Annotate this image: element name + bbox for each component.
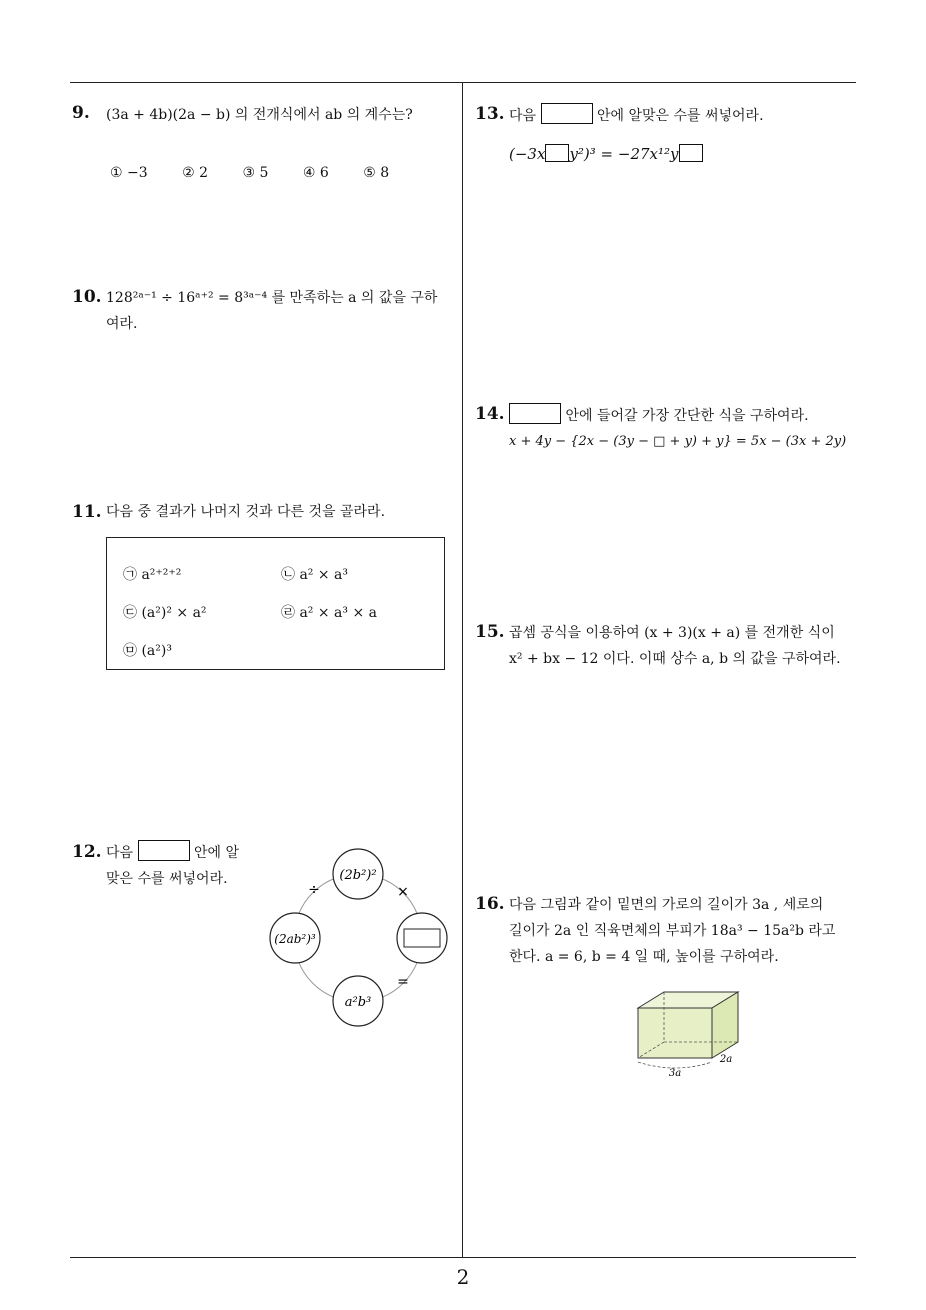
cuboid-depth-label: 2a — [719, 1054, 733, 1065]
q11-text: 다음 중 결과가 나머지 것과 다른 것을 골라라. — [106, 504, 386, 520]
q9-text: (3a + 4b)(2a − b) 의 전개식에서 ab 의 계수는? — [106, 107, 413, 123]
q12-circle-top-label: (2b²)² — [339, 868, 377, 883]
q12-op-equals: = — [397, 974, 409, 990]
q11-option-5[interactable]: ㉤ (a²)³ — [123, 643, 172, 659]
bottom-rule — [70, 1257, 856, 1258]
q12-answer-blank[interactable] — [138, 840, 190, 861]
q11-option-3[interactable]: ㉢ (a²)² × a² — [123, 605, 207, 621]
q9-choice-5[interactable]: ⑤ 8 — [363, 165, 390, 181]
q13-expr-b: y²)³ = −27x¹²y — [569, 145, 679, 163]
q13-expression — [509, 141, 703, 167]
q9-choice-1[interactable]: ① −3 — [110, 165, 148, 181]
q13-expr-blank-2[interactable] — [679, 144, 703, 162]
q11-option-2[interactable]: ㉡ a² × a³ — [281, 567, 348, 583]
q11-number: 11. — [72, 502, 102, 522]
q14-answer-blank[interactable] — [509, 403, 561, 424]
cuboid-front-face — [638, 1008, 712, 1058]
q13-answer-blank[interactable] — [541, 103, 593, 124]
q14-line1 — [509, 403, 809, 429]
q15-line1: 곱셈 공식을 이용하여 (x + 3)(x + a) 를 전개한 식이 — [509, 625, 835, 641]
q10-number: 10. — [72, 287, 102, 307]
q9-choice-3[interactable]: ③ 5 — [242, 165, 269, 181]
q13-line1 — [509, 103, 764, 129]
q12-circle-answer-blank[interactable] — [404, 929, 440, 947]
q14-equation: x + 4y − {2x − (3y − □ + y) + y} = 5x − (3x + 2y) — [509, 434, 847, 449]
q16-cuboid-figure — [626, 990, 756, 1080]
q12-circle-bottom-label: a²b³ — [344, 995, 372, 1010]
top-rule — [70, 82, 856, 83]
q12-op-divide: ÷ — [308, 882, 320, 898]
q16-line1: 다음 그림과 같이 밑면의 가로의 길이가 3a , 세로의 — [509, 897, 824, 913]
q9-choice-2[interactable]: ② 2 — [182, 165, 209, 181]
q13-number: 13. — [475, 104, 505, 124]
q15-line2: x² + bx − 12 이다. 이때 상수 a, b 의 값을 구하여라. — [509, 651, 841, 667]
q9-number: 9. — [72, 103, 90, 123]
q13-expr-blank-1[interactable] — [545, 144, 569, 162]
q15-number: 15. — [475, 622, 505, 642]
page-number: 2 — [456, 1265, 470, 1289]
q12-line2: 맞은 수를 써넣어라. — [106, 871, 228, 887]
q16-number: 16. — [475, 894, 505, 914]
column-divider — [462, 82, 463, 1258]
q13-line1-a: 다음 — [509, 108, 537, 124]
q9-choices — [110, 160, 419, 186]
q12-number: 12. — [72, 842, 102, 862]
q10-line2: 여라. — [106, 316, 138, 332]
q16-line3: 한다. a = 6, b = 4 일 때, 높이를 구하여라. — [509, 949, 779, 965]
q14-number: 14. — [475, 404, 505, 424]
cuboid-width-label: 3a — [668, 1068, 682, 1079]
q12-line1-a: 다음 — [106, 845, 134, 861]
q12-op-multiply: × — [397, 884, 409, 900]
q12-circle-left-label: (2ab²)³ — [274, 932, 316, 946]
q12-line1-b: 안에 알 — [193, 845, 239, 861]
q10-line1: 128²ᵃ⁻¹ ÷ 16ᵃ⁺² = 8³ᵃ⁻⁴ 를 만족하는 a 의 값을 구하 — [106, 290, 438, 306]
q11-option-1[interactable]: ㉠ a²⁺²⁺² — [123, 567, 182, 583]
q13-line1-b: 안에 알맞은 수를 써넣어라. — [596, 108, 764, 124]
q11-option-4[interactable]: ㉣ a² × a³ × a — [281, 605, 377, 621]
q12-circle-diagram — [266, 845, 456, 1035]
q16-line2: 길이가 2a 인 직육면체의 부피가 18a³ − 15a²b 라고 — [509, 923, 836, 939]
q9-choice-4[interactable]: ④ 6 — [302, 165, 329, 181]
q12-line1 — [106, 840, 239, 866]
q11-options-box — [106, 537, 445, 670]
q14-line1-b: 안에 들어갈 가장 간단한 식을 구하여라. — [565, 408, 809, 424]
q13-expr-a: (−3x — [509, 145, 546, 163]
